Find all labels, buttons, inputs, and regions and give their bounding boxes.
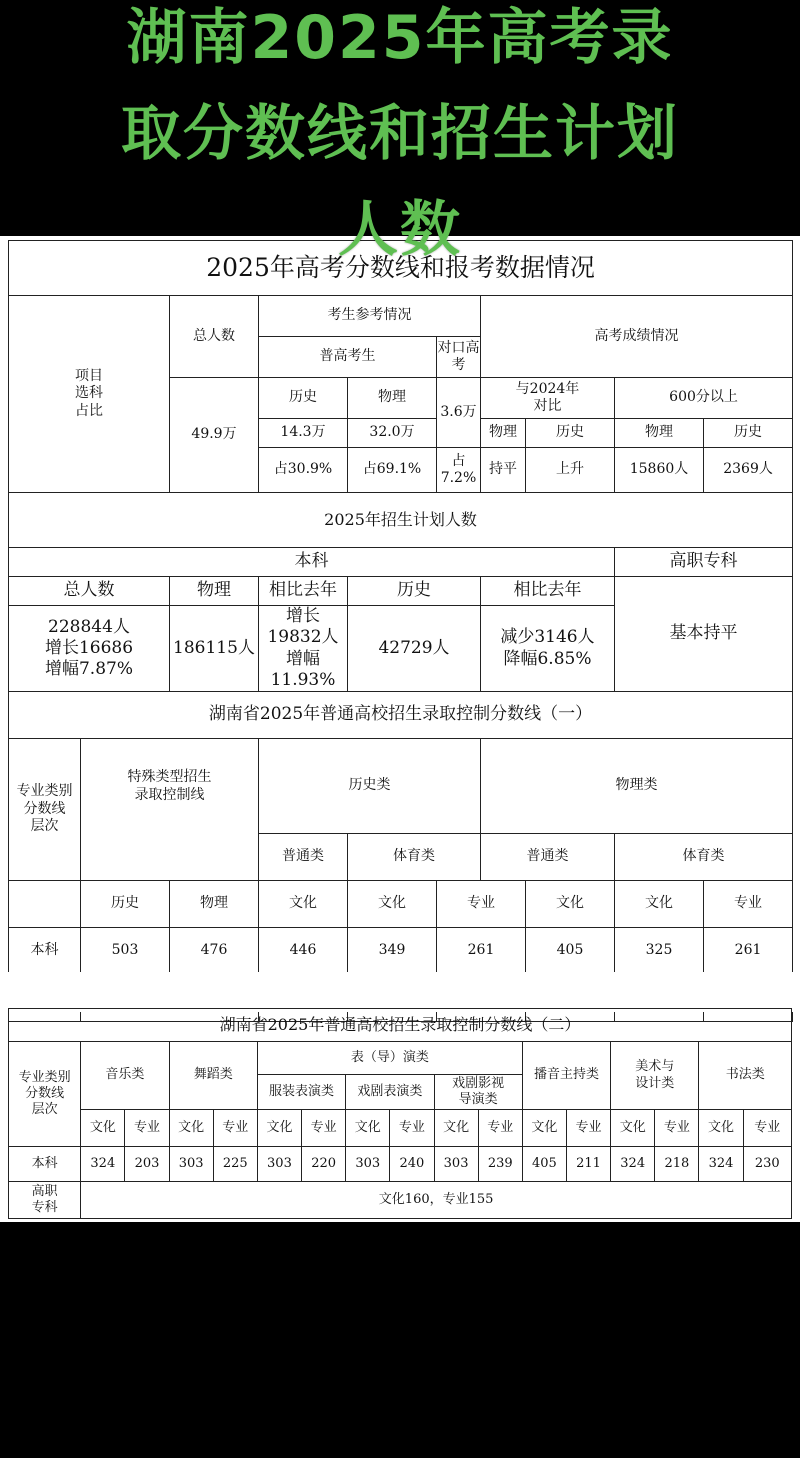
culture-header: 文化 (257, 1110, 301, 1147)
admission-data-table (8, 240, 793, 1022)
calligraphy-header: 书法类 (699, 1042, 792, 1110)
above600-header: 600分以上 (615, 378, 793, 419)
cell-value: 261 (437, 928, 526, 975)
vocational-pct: 占7.2% (437, 448, 481, 493)
row-label: 项目 选科 占比 (9, 296, 170, 493)
major-header: 专业 (213, 1110, 257, 1147)
headline-line-1: 湖南2025年高考录 (126, 3, 674, 73)
major-header: 专业 (655, 1110, 699, 1147)
cell-value: 303 (257, 1147, 301, 1182)
row-label-undergrad: 本科 (9, 1147, 81, 1182)
document-sheet (0, 236, 800, 1222)
plan-history-cmp: 减少3146人 降幅6.85% (481, 606, 615, 692)
cell-value: 240 (390, 1147, 434, 1182)
history-general: 普通类 (259, 834, 348, 881)
physics-pct: 占69.1% (348, 448, 437, 493)
headline-line-2: 取分数线和招生计划 (121, 99, 679, 169)
special-label: 特殊类型招生 录取控制线 (81, 739, 259, 881)
cell-value: 324 (81, 1147, 125, 1182)
physics-category: 物理类 (481, 739, 793, 834)
general-students-header: 普高考生 (259, 337, 437, 378)
history-count: 14.3万 (259, 419, 348, 448)
vocational-header: 对口高考 (437, 337, 481, 378)
row-label-undergrad: 本科 (9, 928, 81, 975)
history-600: 2369人 (704, 448, 793, 493)
history-sports: 体育类 (348, 834, 481, 881)
performance-header: 表（导）演类 (257, 1042, 522, 1075)
broadcast-header: 播音主持类 (522, 1042, 610, 1110)
plan-header-history-cmp: 相比去年 (481, 577, 615, 606)
bottom-black-area (0, 1222, 800, 1458)
art-cutoff-table (8, 1008, 792, 1219)
physics-header: 物理 (348, 378, 437, 419)
plan-header-physics-cmp: 相比去年 (259, 577, 348, 606)
grade-situation-header: 高考成绩情况 (481, 296, 793, 378)
table-row (9, 1147, 792, 1182)
costume-header: 服装表演类 (257, 1075, 345, 1110)
drama-header: 戏剧表演类 (346, 1075, 434, 1110)
history-category: 历史类 (259, 739, 481, 834)
vocational-college-header: 高职专科 (615, 548, 793, 577)
culture-header: 文化 (346, 1110, 390, 1147)
tier-label: 专业类别 分数线 层次 (9, 1042, 81, 1147)
vocational-count: 3.6万 (437, 378, 481, 448)
table-title: 2025年高考分数线和报考数据情况 (9, 241, 793, 296)
a600-physics: 物理 (615, 419, 704, 448)
physics-general: 普通类 (481, 834, 615, 881)
tier-label: 专业类别 分数线 层次 (9, 739, 81, 881)
cell-value: 324 (699, 1147, 743, 1182)
dance-header: 舞蹈类 (169, 1042, 257, 1110)
cmp-history: 历史 (526, 419, 615, 448)
plan-physics: 186115人 (170, 606, 259, 692)
sub-header-p-sports-major: 专业 (704, 881, 793, 928)
plan-history: 42729人 (348, 606, 481, 692)
total-value: 49.9万 (170, 378, 259, 493)
cell-value: 324 (611, 1147, 655, 1182)
cell-value: 211 (566, 1147, 610, 1182)
physics-600: 15860人 (615, 448, 704, 493)
cell-value: 239 (478, 1147, 522, 1182)
table-row (9, 928, 793, 975)
cell-value: 303 (169, 1147, 213, 1182)
plan-header-total: 总人数 (9, 577, 170, 606)
major-header: 专业 (390, 1110, 434, 1147)
table-row (9, 1182, 792, 1219)
sub-header-physics: 物理 (170, 881, 259, 928)
cell-value: 349 (348, 928, 437, 975)
sub-header-h-sports-culture: 文化 (348, 881, 437, 928)
plan-physics-cmp: 增长19832人 增幅11.93% (259, 606, 348, 692)
major-header: 专业 (743, 1110, 791, 1147)
vocational-value: 文化160，专业155 (81, 1182, 792, 1219)
film-header: 戏剧影视 导演类 (434, 1075, 522, 1110)
plan-total: 228844人 增长16686 增幅7.87% (9, 606, 170, 692)
physics-count: 32.0万 (348, 419, 437, 448)
sub-header-p-general-culture: 文化 (526, 881, 615, 928)
section-gap (0, 972, 800, 1012)
cell-value: 220 (302, 1147, 346, 1182)
cmp-physics: 物理 (481, 419, 526, 448)
total-label: 总人数 (170, 296, 259, 378)
a600-history: 历史 (704, 419, 793, 448)
cell-value: 325 (615, 928, 704, 975)
cell-value: 503 (81, 928, 170, 975)
cell-value: 303 (434, 1147, 478, 1182)
cell-value: 230 (743, 1147, 791, 1182)
plan-header-history: 历史 (348, 577, 481, 606)
tier-spacer (9, 881, 81, 928)
exam-situation-header: 考生参考情况 (259, 296, 481, 337)
major-header: 专业 (478, 1110, 522, 1147)
cell-value: 405 (522, 1147, 566, 1182)
cutoff2-title: 湖南省2025年普通高校招生录取控制分数线（二） (9, 1009, 792, 1042)
undergrad-header: 本科 (9, 548, 615, 577)
music-header: 音乐类 (81, 1042, 169, 1110)
culture-header: 文化 (611, 1110, 655, 1147)
headline-line-3: 人数 (338, 195, 462, 265)
major-header: 专业 (125, 1110, 169, 1147)
culture-header: 文化 (169, 1110, 213, 1147)
major-header: 专业 (302, 1110, 346, 1147)
sub-header-p-sports-culture: 文化 (615, 881, 704, 928)
history-pct: 占30.9% (259, 448, 348, 493)
physics-trend: 持平 (481, 448, 526, 493)
plan-vocational: 基本持平 (615, 577, 793, 692)
cell-value: 261 (704, 928, 793, 975)
plan-title: 2025年招生计划人数 (9, 493, 793, 548)
art-header: 美术与 设计类 (611, 1042, 699, 1110)
cell-value: 446 (259, 928, 348, 975)
plan-header-physics: 物理 (170, 577, 259, 606)
cell-value: 225 (213, 1147, 257, 1182)
vs2024-header: 与2024年 对比 (481, 378, 615, 419)
cell-value: 405 (526, 928, 615, 975)
cell-value: 218 (655, 1147, 699, 1182)
row-label-vocational: 高职 专科 (9, 1182, 81, 1219)
major-header: 专业 (566, 1110, 610, 1147)
physics-sports: 体育类 (615, 834, 793, 881)
cell-value: 476 (170, 928, 259, 975)
culture-header: 文化 (81, 1110, 125, 1147)
culture-header: 文化 (522, 1110, 566, 1147)
culture-header: 文化 (699, 1110, 743, 1147)
cell-value: 303 (346, 1147, 390, 1182)
sub-header-history: 历史 (81, 881, 170, 928)
history-trend: 上升 (526, 448, 615, 493)
cutoff1-title: 湖南省2025年普通高校招生录取控制分数线（一） (9, 692, 793, 739)
cell-value: 203 (125, 1147, 169, 1182)
history-header: 历史 (259, 378, 348, 419)
sub-header-h-sports-major: 专业 (437, 881, 526, 928)
culture-header: 文化 (434, 1110, 478, 1147)
sub-header-h-general-culture: 文化 (259, 881, 348, 928)
